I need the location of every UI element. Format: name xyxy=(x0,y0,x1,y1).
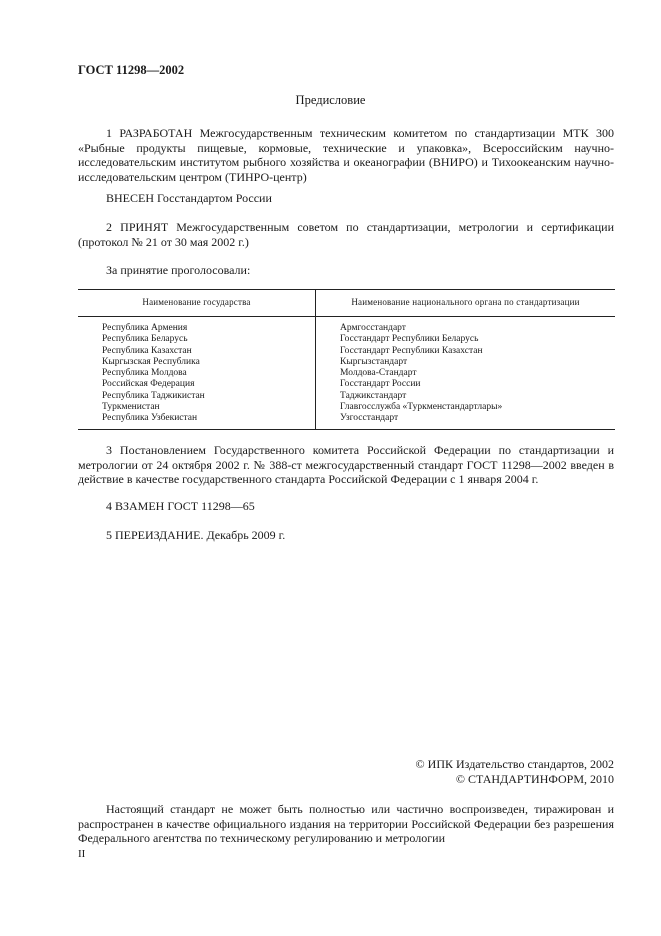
table-cell-body: Госстандарт Республики Беларусь xyxy=(340,334,479,345)
paragraph-replaces xyxy=(78,499,614,514)
paragraph-reissue-text: 5 ПЕРЕИЗДАНИЕ. Декабрь 2009 г. xyxy=(106,528,286,542)
table-cell-state: Республика Армения xyxy=(102,323,188,333)
paragraph-notice xyxy=(78,802,614,846)
table-cell-body: Армгосстандарт xyxy=(340,323,406,333)
table-cell-body: Кыргызстандарт xyxy=(340,356,408,367)
paragraph-reissue xyxy=(78,528,614,543)
document-header: ГОСТ 11298—2002 xyxy=(78,63,185,77)
table-cell-state: Республика Таджикистан xyxy=(102,390,205,401)
copyright-standartinform: © СТАНДАРТИНФОРМ, 2010 xyxy=(455,772,614,786)
page-number: II xyxy=(78,848,86,860)
table-cell-state: Республика Казахстан xyxy=(102,345,192,356)
table-cell-body: Узгосстандарт xyxy=(340,413,399,424)
table-cell-state: Кыргызская Республика xyxy=(102,356,200,367)
page-title: Предисловие xyxy=(295,93,366,107)
paragraph-developed xyxy=(78,126,614,184)
paragraph-notice-text: Настоящий стандарт не может быть полностью или частично воспроизведен, тиражирован и распространен в качестве официального издания на территории Российской Федерации без разрешения Федерального агентства по техническому регулированию и метрологии xyxy=(78,802,614,845)
table-cell-body: Таджикстандарт xyxy=(340,390,407,401)
table-column-states xyxy=(102,323,205,425)
table-column-bodies xyxy=(340,323,502,425)
paragraph-introduced xyxy=(78,191,614,206)
table-header-state: Наименование государства xyxy=(142,297,251,307)
paragraph-adopted-text: 2 ПРИНЯТ Межгосударственным советом по стандартизации, метрологии и сертификации (протокол № 21 от 30 мая 2002 г.) xyxy=(78,220,614,249)
paragraph-voted xyxy=(78,263,614,278)
copyright-ipk: © ИПК Издательство стандартов, 2002 xyxy=(415,757,614,771)
table-cell-body: Главгосслужба «Туркменстандартлары» xyxy=(340,402,503,413)
table-cell-state: Республика Молдова xyxy=(102,368,187,379)
paragraph-replaces-text: 4 ВЗАМЕН ГОСТ 11298—65 xyxy=(106,499,255,513)
table-column-divider xyxy=(315,290,316,429)
paragraph-resolution xyxy=(78,443,614,487)
paragraph-voted-text: За принятие проголосовали: xyxy=(106,263,251,277)
voting-table xyxy=(78,289,615,430)
table-cell-state: Республика Беларусь xyxy=(102,334,188,345)
table-cell-state: Российская Федерация xyxy=(102,379,195,390)
paragraph-introduced-text: ВНЕСЕН Госстандартом России xyxy=(106,191,272,205)
table-cell-body: Госстандарт Республики Казахстан xyxy=(340,345,483,356)
table-cell-state: Республика Узбекистан xyxy=(102,413,198,424)
table-header-divider xyxy=(78,316,615,317)
table-cell-body: Госстандарт России xyxy=(340,379,421,390)
table-cell-body: Молдова-Стандарт xyxy=(340,368,417,379)
table-cell-state: Туркменистан xyxy=(102,402,160,413)
paragraph-adopted xyxy=(78,220,614,249)
table-header-body: Наименование национального органа по стандартизации xyxy=(351,297,580,307)
paragraph-developed-text: 1 РАЗРАБОТАН Межгосударственным техническим комитетом по стандартизации МТК 300 «Рыбные продукты пищевые, кормовые, технические и упаковка», Всероссийским научно-исследовательским институтом рыбного хозяйства и океанографии (ВНИРО) и Тихоокеанским научно-исследовательским центром (ТИНРО-центр) xyxy=(78,126,614,184)
paragraph-resolution-text: 3 Постановлением Государственного комитета Российской Федерации по стандартизации и метрологии от 24 октября 2002 г. № 388-ст межгосударственный стандарт ГОСТ 11298—2002 введен в действие в качестве государственного стандарта Российской Федерации с 1 января 2004 г. xyxy=(78,443,614,486)
